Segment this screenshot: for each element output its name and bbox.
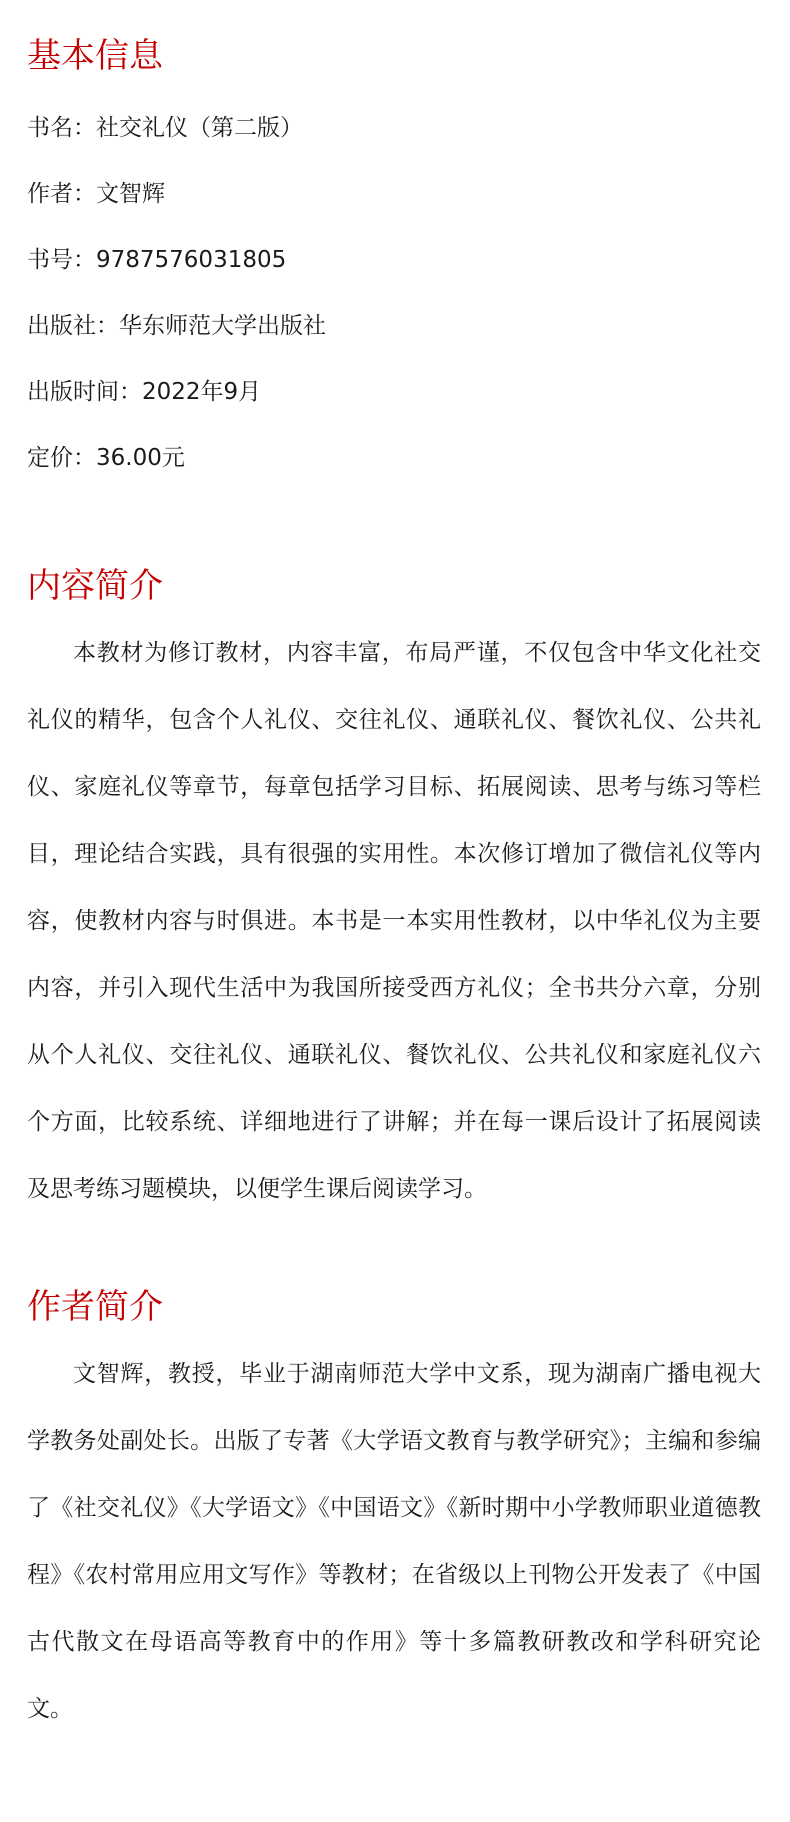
- content-intro-text: 本教材为修订教材，内容丰富，布局严谨，不仅包含中华文化社交礼仪的精华，包含个人礼仪、交往礼仪、通联礼仪、餐饮礼仪、公共礼仪、家庭礼仪等章节，每章包括学习目标、拓展阅读、思考与练习等栏目，理论结合实践，具有很强的实用性。本次修订增加了微信礼仪等内容，使教材内容与时俱进。本书是一本实用性教材，以中华礼仪为主要内容，并引入现代生活中为我国所接受西方礼仪；全书共分六章，分别从个人礼仪、交往礼仪、通联礼仪、餐饮礼仪、公共礼仪和家庭礼仪六个方面，比较系统、详细地进行了讲解；并在每一课后设计了拓展阅读及思考练习题模块，以便学生课后阅读学习。: [27, 640, 761, 1202]
- author-intro-text: 文智辉，教授，毕业于湖南师范大学中文系，现为湖南广播电视大学教务处副处长。出版了专著《大学语文教育与教学研究》；主编和参编了《社交礼仪》《大学语文》《中国语文》《新时期中小学教师职业道德教程》《农村常用应用文写作》等教材；在省级以上刊物公开发表了《中国古代散文在母语高等教育中的作用》等十多篇教研教改和学科研究论文。: [27, 1361, 761, 1722]
- price-line: 定价：36.00元: [27, 445, 185, 471]
- isbn-line: 书号：9787576031805: [27, 247, 287, 273]
- publisher-line: 出版社：华东师范大学出版社: [27, 313, 326, 339]
- basic-info-heading: 基本信息: [27, 36, 163, 76]
- content-intro-heading: 内容简介: [27, 566, 163, 606]
- author-intro-heading: 作者简介: [27, 1287, 163, 1327]
- publish-date-line: 出版时间：2022年9月: [27, 379, 262, 405]
- book-title-line: 书名：社交礼仪（第二版）: [27, 115, 303, 141]
- author-line: 作者：文智辉: [27, 181, 165, 207]
